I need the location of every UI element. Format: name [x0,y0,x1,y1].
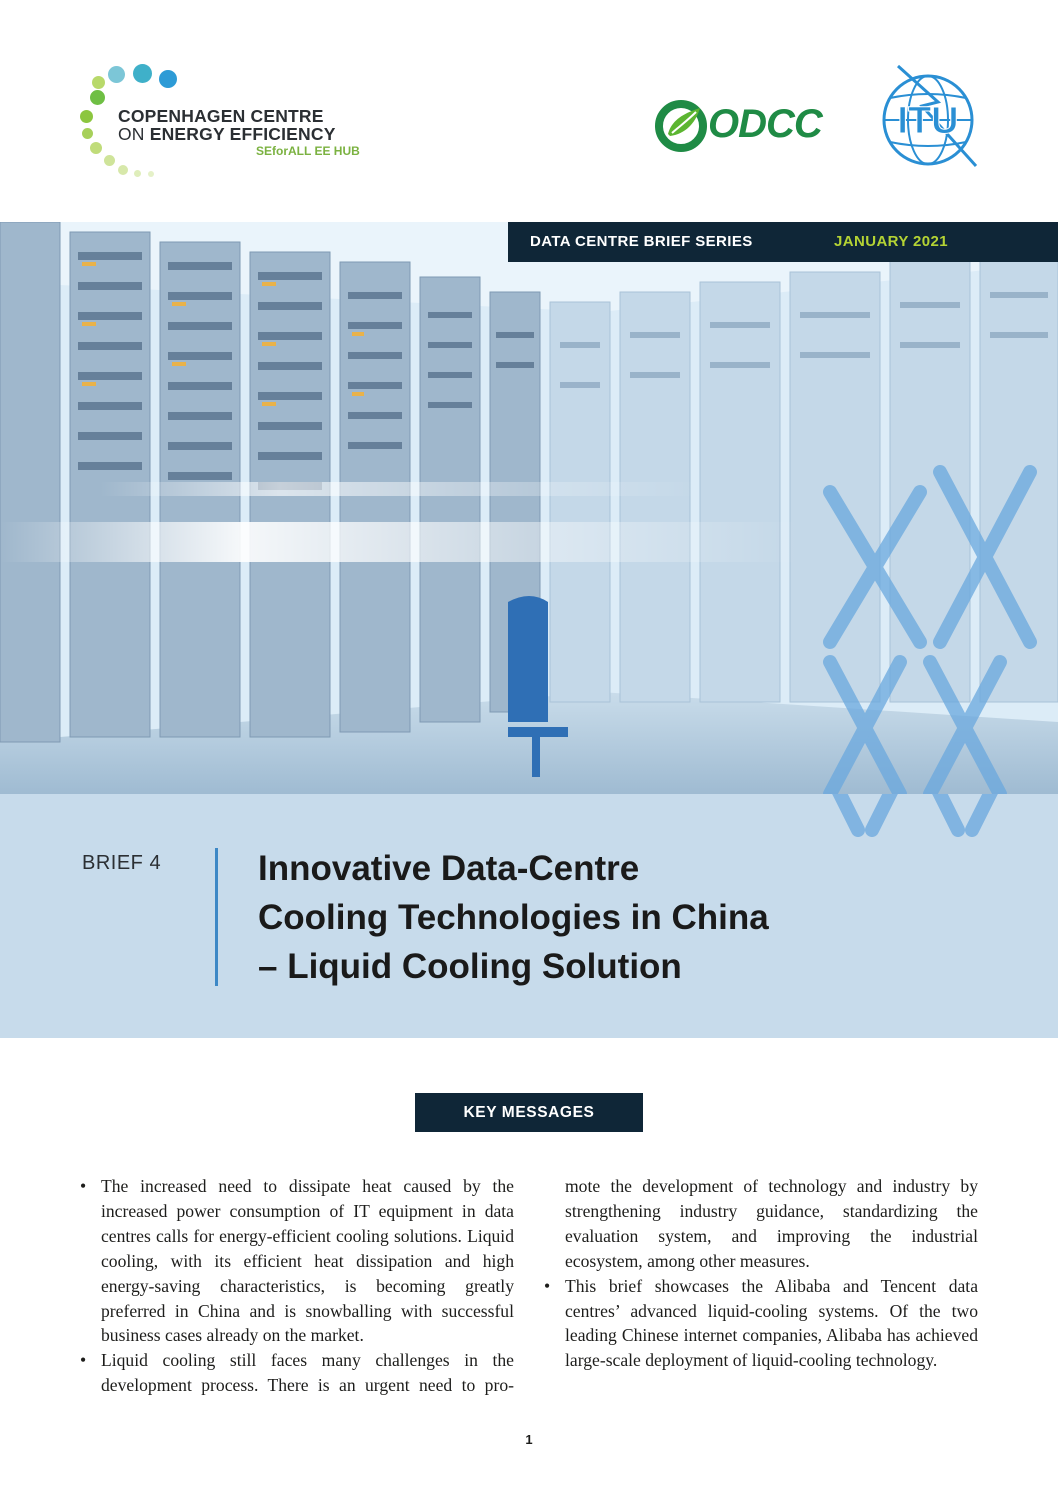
copenhagen-centre-logo [78,62,378,182]
page-number: 1 [525,1432,533,1447]
list-item: • This brief showcases the Alibaba and Tencent data centres’ advanced liquid-cooling systems. Of the two leading Chinese internet companies, Alibaba has achieved large-scale deployment of liquid-cooling technology. [544,1275,978,1371]
cceee-title-line1: COPENHAGEN CENTRE [118,106,324,126]
cceee-title-line2: ON ENERGY EFFICIENCY [118,124,336,144]
itu-logo [878,62,982,174]
svg-text:ITU: ITU [897,100,959,142]
title-line: Innovative Data-Centre [258,849,640,888]
key-messages-right-column [544,1174,978,1373]
title-line: Cooling Technologies in China [258,898,769,937]
cceee-subtitle: SEforALL EE HUB [256,144,360,158]
series-date: JANUARY 2021 [834,233,949,250]
list-item-continuation: mote the development of technology and industry by strengthening industry guidance, standardizing the evaluation system, and improving the industrial ecosystem, among other measures. [565,1176,978,1271]
title-line: – Liquid Cooling Solution [258,947,682,986]
bullet-icon: • [80,1350,87,1371]
key-messages-left-column [80,1174,514,1398]
list-item: • Liquid cooling still faces many challenges in the development process. There is an urgent need to pro- [80,1350,514,1396]
odcc-logo [654,100,838,152]
title-divider [215,848,218,986]
series-name: DATA CENTRE BRIEF SERIES [530,233,753,250]
bullet-icon: • [544,1275,551,1296]
odcc-leaf-icon [654,100,710,152]
page-title [258,844,958,991]
hero-image [0,222,1058,794]
odcc-wordmark: ODCC [708,102,822,146]
bullet-icon: • [80,1176,87,1196]
series-banner [508,222,1058,262]
list-item: • The increased need to dissipate heat caused by the increased power consumption of IT equipment in data centres calls for energy-efficient cooling solutions. Liquid cooling, with its efficient heat dissipation and high energy-saving characteristics, is becoming greatly preferred in China and is snowballing with successful business cases already on the market. [80,1176,514,1346]
itu-globe-icon [878,62,982,174]
key-messages-heading: KEY MESSAGES [415,1093,643,1132]
server-room-illustration [0,222,1058,794]
brief-number: BRIEF 4 [82,852,162,874]
